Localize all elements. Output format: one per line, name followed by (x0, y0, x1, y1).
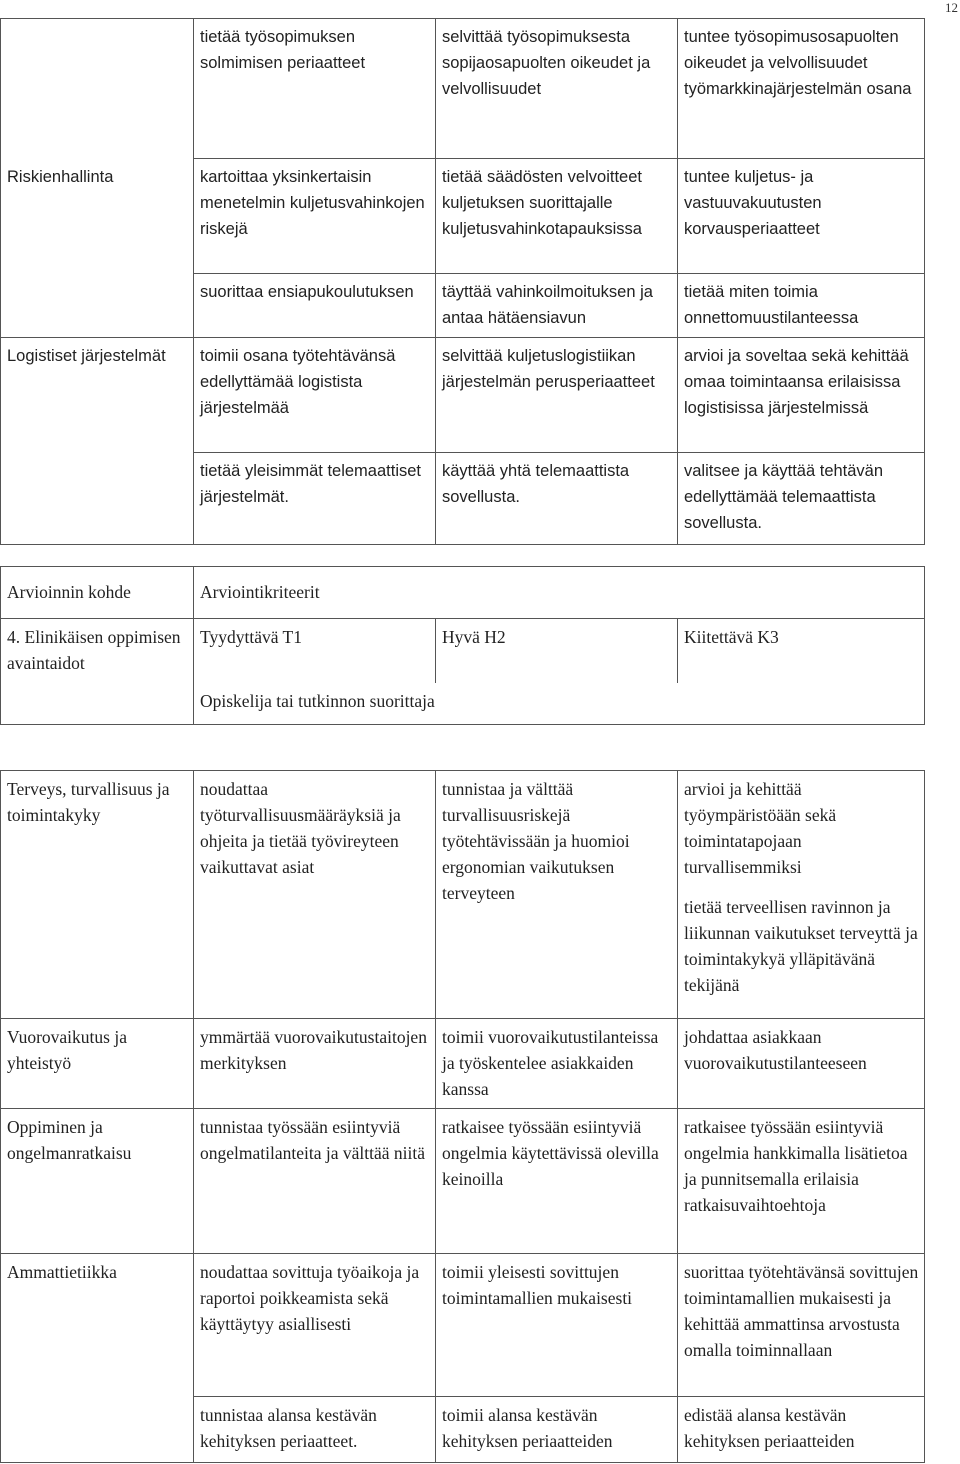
target-cell: Vuorovaikutus ja yhteistyö (1, 1019, 194, 1109)
table-row (1, 19, 925, 159)
table-row (1, 619, 925, 683)
k3-cell: suorittaa työtehtävänsä sovittujen toimintamallien mukaisesti ja kehittää ammattinsa arvostusta omalla toiminnallaan (678, 1254, 925, 1397)
h2-cell: toimii vuorovaikutustilanteissa ja työskentelee asiakkaiden kanssa (436, 1019, 678, 1109)
t1-cell: tunnistaa alansa kestävän kehityksen periaatteet. (194, 1397, 436, 1463)
t1-cell: kartoittaa yksinkertaisin menetelmin kuljetusvahinkojen riskejä (194, 159, 436, 274)
h2-cell: tietää säädösten velvoitteet kuljetuksen suorittajalle kuljetusvahinkotapauksissa (436, 159, 678, 274)
page-number: 12 (945, 0, 958, 15)
h2-cell: tunnistaa ja välttää turvallisuusriskejä työtehtävissään ja huomioi ergonomian vaikutuksen terveyteen (436, 771, 678, 1019)
k3-cell: arvioi ja soveltaa sekä kehittää omaa toimintaansa erilaisissa logistisissa järjestelmissä (678, 338, 925, 453)
k3-cell: valitsee ja käyttää tehtävän edellyttämää telemaattista sovellusta. (678, 453, 925, 545)
t1-cell: noudattaa sovittuja työaikoja ja raportoi poikkeamista sekä käyttäytyy asiallisesti (194, 1254, 436, 1397)
h2-cell: ratkaisee työssään esiintyviä ongelmia käytettävissä olevilla keinoilla (436, 1109, 678, 1254)
t1-cell: tietää yleisimmät telemaattiset järjestelmät. (194, 453, 436, 545)
header-target: Arvioinnin kohde (1, 567, 194, 619)
table-row (1, 1254, 925, 1397)
table-row (1, 159, 925, 274)
k3-cell (678, 771, 925, 1019)
k3-cell: tuntee työsopimusosapuolten oikeudet ja velvollisuudet työmarkkinajärjestelmän osana (678, 19, 925, 159)
k3-cell: edistää alansa kestävän kehityksen periaatteiden (678, 1397, 925, 1463)
section-title: 4. Elinikäisen oppimisen avaintaidot (1, 619, 194, 725)
t1-cell: tunnistaa työssään esiintyviä ongelmatilanteita ja välttää niitä (194, 1109, 436, 1254)
table-row (1, 1397, 925, 1463)
target-cell (1, 274, 194, 338)
table-row (1, 1019, 925, 1109)
criteria-header-table (0, 566, 925, 725)
k3-cell: johdattaa asiakkaan vuorovaikutustilanteeseen (678, 1019, 925, 1109)
k3-cell: tuntee kuljetus- ja vastuuvakuutusten korvausperiaatteet (678, 159, 925, 274)
t1-cell: ymmärtää vuorovaikutustaitojen merkityksen (194, 1019, 436, 1109)
grade-h2: Hyvä H2 (436, 619, 678, 683)
table-row (1, 453, 925, 545)
k3-cell: tietää miten toimia onnettomuustilanteessa (678, 274, 925, 338)
grade-t1: Tyydyttävä T1 (194, 619, 436, 683)
criteria-table-bottom (0, 770, 925, 1463)
t1-cell: toimii osana työtehtävänsä edellyttämää logistista järjestelmää (194, 338, 436, 453)
h2-cell: selvittää kuljetuslogistiikan järjestelmän perusperiaatteet (436, 338, 678, 453)
table-row (1, 567, 925, 619)
table-row (1, 274, 925, 338)
h2-cell: toimii alansa kestävän kehityksen periaatteiden (436, 1397, 678, 1463)
table-row (1, 338, 925, 453)
h2-cell: selvittää työsopimuksesta sopijaosapuolten oikeudet ja velvollisuudet (436, 19, 678, 159)
target-cell: Oppiminen ja ongelmanratkaisu (1, 1109, 194, 1254)
criteria-table-top (0, 18, 925, 545)
k3-cell: ratkaisee työssään esiintyviä ongelmia hankkimalla lisätietoa ja punnitsemalla erilaisia ratkaisuvaihtoehtoja (678, 1109, 925, 1254)
t1-cell: tietää työsopimuksen solmimisen periaatteet (194, 19, 436, 159)
target-cell: Riskienhallinta (1, 159, 194, 274)
target-cell (1, 453, 194, 545)
target-cell: Ammattietiikka (1, 1254, 194, 1397)
grade-k3: Kiitettävä K3 (678, 619, 925, 683)
k3-text: arvioi ja kehittää työympäristöään sekä toimintatapojaan turvallisemmiksi (684, 779, 837, 877)
t1-cell: suorittaa ensiapukoulutuksen (194, 274, 436, 338)
k3-text-extra: tietää terveellisen ravinnon ja liikunnan vaikutukset terveyttä ja toimintakykyä ylläpitävänä tekijänä (684, 897, 918, 995)
target-cell: Logistiset järjestelmät (1, 338, 194, 453)
t1-cell: noudattaa työturvallisuusmääräyksiä ja ohjeita ja tietää työvireyteen vaikuttavat asiat (194, 771, 436, 1019)
header-criteria: Arviointikriteerit (194, 567, 925, 619)
h2-cell: toimii yleisesti sovittujen toimintamallien mukaisesti (436, 1254, 678, 1397)
table-row (1, 771, 925, 1019)
target-cell: Terveys, turvallisuus ja toimintakyky (1, 771, 194, 1019)
target-cell (1, 1397, 194, 1463)
h2-cell: käyttää yhtä telemaattista sovellusta. (436, 453, 678, 545)
target-cell (1, 19, 194, 159)
h2-cell: täyttää vahinkoilmoituksen ja antaa hätäensiavun (436, 274, 678, 338)
table-row (1, 1109, 925, 1254)
subject-label: Opiskelija tai tutkinnon suorittaja (194, 683, 925, 725)
